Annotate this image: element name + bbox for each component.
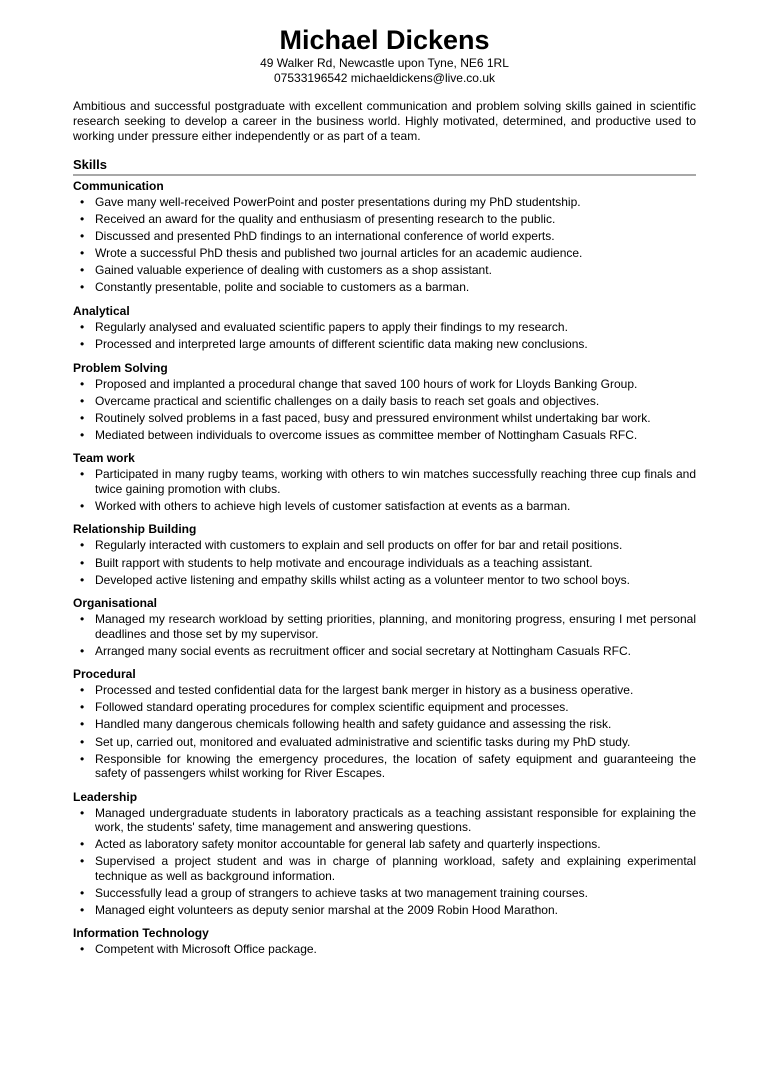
list-item: • Participated in many rugby teams, working with others to win matches successfully reaching three cup finals and twice gaining promotion with clubs. bbox=[73, 467, 696, 496]
list-item: • Gained valuable experience of dealing with customers as a shop assistant. bbox=[73, 263, 696, 278]
address: 49 Walker Rd, Newcastle upon Tyne, NE6 1RL bbox=[260, 56, 509, 70]
list-item: • Routinely solved problems in a fast paced, busy and pressured environment whilst undertaking bar work. bbox=[73, 411, 696, 426]
list-item: • Gave many well-received PowerPoint and poster presentations during my PhD studentship. bbox=[73, 195, 696, 210]
list-item: • Worked with others to achieve high levels of customer satisfaction at events as a barman. bbox=[73, 499, 696, 514]
skill-group-title: Relationship Building bbox=[73, 522, 197, 537]
list-item: • Successfully lead a group of strangers to achieve tasks at two management training courses. bbox=[73, 886, 696, 901]
list-item: • Handled many dangerous chemicals following health and safety guidance and assessing the risk. bbox=[73, 717, 696, 732]
skill-group bbox=[73, 667, 696, 780]
list-item: • Regularly interacted with customers to explain and sell products on offer for bar and retail positions. bbox=[73, 538, 696, 553]
candidate-name: Michael Dickens bbox=[279, 25, 490, 55]
skill-list bbox=[73, 942, 696, 957]
list-item: • Followed standard operating procedures for complex scientific equipment and processes. bbox=[73, 700, 696, 715]
list-item: • Proposed and implanted a procedural change that saved 100 hours of work for Lloyds Banking Group. bbox=[73, 377, 696, 392]
skill-groups bbox=[73, 179, 696, 957]
skill-group-title: Analytical bbox=[73, 303, 130, 318]
skill-list bbox=[73, 467, 696, 513]
skill-group bbox=[73, 304, 696, 352]
list-item: • Processed and tested confidential data for the largest bank merger in history as a business operative. bbox=[73, 683, 696, 698]
skill-group bbox=[73, 522, 696, 587]
skill-group-title: Procedural bbox=[73, 667, 136, 682]
skill-group bbox=[73, 361, 696, 443]
personal-summary: Ambitious and successful postgraduate with excellent communication and problem solving skills gained in scientific research seeking to develop a career in the business world. Highly motivated, determined, and productive used to working under pressure either independently or as part of a team. bbox=[73, 99, 696, 143]
skill-group-title: Organisational bbox=[73, 596, 158, 611]
list-item: • Arranged many social events as recruitment officer and social secretary at Nottingham Casuals RFC. bbox=[73, 644, 696, 659]
skill-group bbox=[73, 926, 696, 957]
skill-group-title: Communication bbox=[73, 179, 164, 193]
skill-list bbox=[73, 683, 696, 780]
skill-group-title: Team work bbox=[73, 451, 135, 466]
list-item: • Built rapport with students to help motivate and encourage individuals as a teaching assistant. bbox=[73, 556, 696, 571]
list-item: • Developed active listening and empathy skills whilst acting as a volunteer mentor to two school boys. bbox=[73, 573, 696, 588]
list-item: • Processed and interpreted large amounts of different scientific data making new conclusions. bbox=[73, 337, 696, 352]
skill-group-title: Leadership bbox=[73, 789, 138, 804]
list-item: • Supervised a project student and was in charge of planning workload, safety and explaining experimental technique as well as background information. bbox=[73, 854, 696, 883]
skill-group bbox=[73, 596, 696, 658]
list-item: • Managed my research workload by setting priorities, planning, and monitoring progress, ensuring I met personal deadlines and those set by my supervisor. bbox=[73, 612, 696, 641]
list-item: • Received an award for the quality and enthusiasm of presenting research to the public. bbox=[73, 212, 696, 227]
skill-list bbox=[73, 320, 696, 352]
phone-email: 07533196542 michaeldickens@live.co.uk bbox=[274, 71, 495, 85]
list-item: • Overcame practical and scientific challenges on a daily basis to reach set goals and objectives. bbox=[73, 394, 696, 409]
list-item: • Regularly analysed and evaluated scientific papers to apply their findings to my research. bbox=[73, 320, 696, 335]
list-item: • Wrote a successful PhD thesis and published two journal articles for an academic audience. bbox=[73, 246, 696, 261]
skill-group bbox=[73, 451, 696, 513]
skill-group-title: Problem Solving bbox=[73, 360, 168, 375]
list-item: • Responsible for knowing the emergency procedures, the location of safety equipment and guaranteeing the safety of passengers whilst working for River Escapes. bbox=[73, 752, 696, 781]
skill-list bbox=[73, 612, 696, 658]
list-item: • Managed eight volunteers as deputy senior marshal at the 2009 Robin Hood Marathon. bbox=[73, 903, 696, 918]
list-item: • Competent with Microsoft Office package. bbox=[73, 942, 696, 957]
list-item: • Mediated between individuals to overcome issues as committee member of Nottingham Casuals RFC. bbox=[73, 428, 696, 443]
skill-list bbox=[73, 538, 696, 587]
skill-list bbox=[73, 195, 696, 295]
skill-group bbox=[73, 790, 696, 918]
list-item: • Managed undergraduate students in laboratory practicals as a teaching assistant responsible for explaining the work, the students' safety, time management and answering questions. bbox=[73, 806, 696, 835]
list-item: • Acted as laboratory safety monitor accountable for general lab safety and quarterly inspections. bbox=[73, 837, 696, 852]
list-item: • Discussed and presented PhD findings to an international conference of world experts. bbox=[73, 229, 696, 244]
list-item: • Set up, carried out, monitored and evaluated administrative and scientific tasks during my PhD study. bbox=[73, 735, 696, 750]
skill-list bbox=[73, 377, 696, 443]
skill-list bbox=[73, 806, 696, 918]
list-item: • Constantly presentable, polite and sociable to customers as a barman. bbox=[73, 280, 696, 295]
skills-heading: Skills bbox=[73, 157, 696, 176]
skill-group bbox=[73, 179, 696, 295]
skill-group-title: Information Technology bbox=[73, 926, 209, 941]
